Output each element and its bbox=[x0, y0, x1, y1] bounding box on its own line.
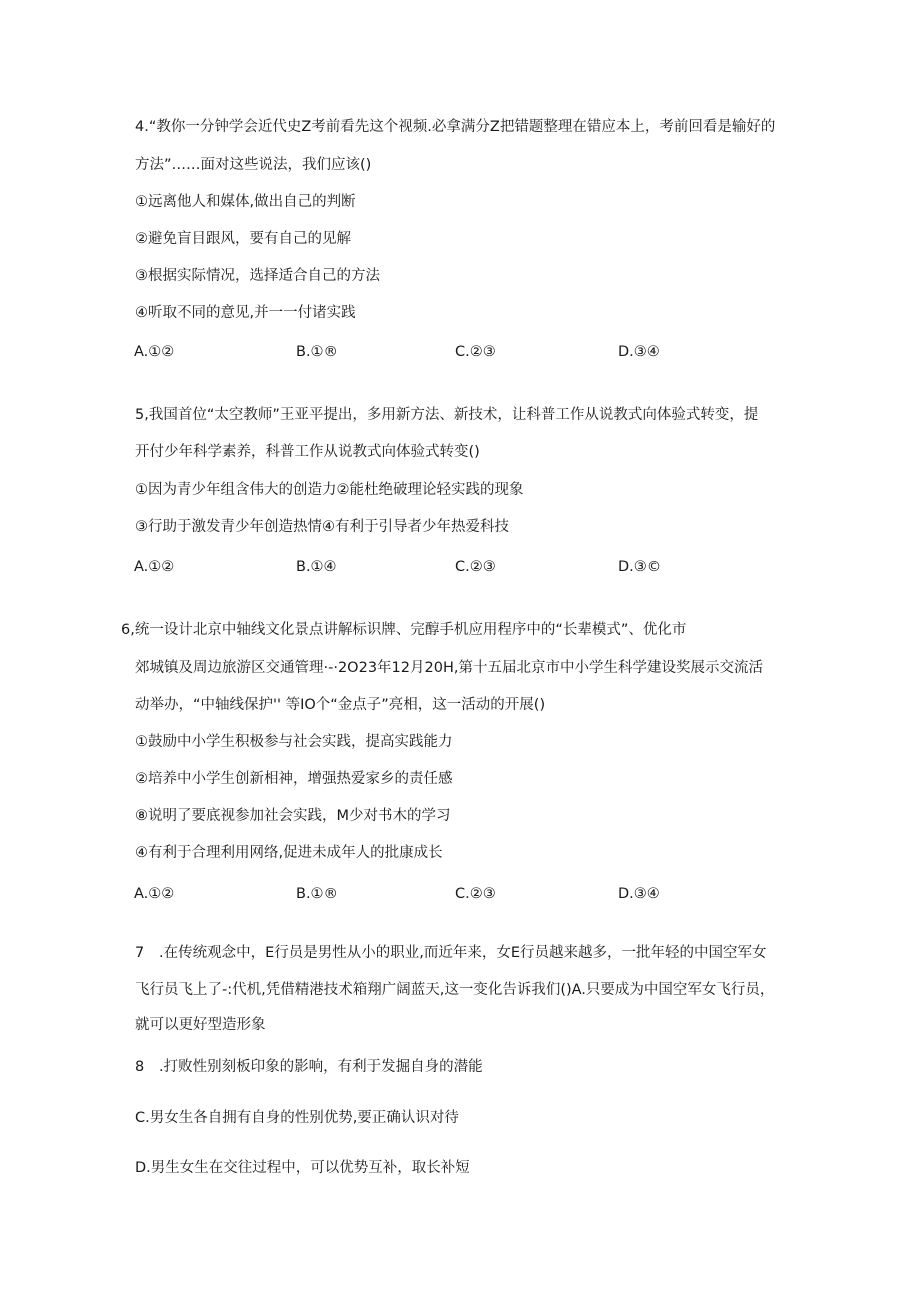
question-8-stem: .打败性别刻板印象的影响，有利于发掘自身的潜能 bbox=[159, 1059, 483, 1075]
question-4-stem-line-2: 方法”……面对这些说法，我们应该() bbox=[135, 157, 372, 173]
question-7-number: 7 bbox=[135, 945, 145, 961]
question-5-stem-line-1: 5,我国首位“太空教师”王亚平提出，多用新方法、新技术，让科普工作从说教式向体验式转变，提 bbox=[135, 407, 759, 423]
question-5-option-a: A.①② bbox=[134, 559, 175, 575]
question-6-stem-line-1: 6,统一设计北京中轴线文化景点讲解标识牌、完醇手机应用程序中的“长辈模式”、优化市 bbox=[121, 622, 687, 638]
question-8-number: 8 bbox=[135, 1059, 145, 1075]
question-6-item-1: ①鼓励中小学生积极参与社会实践，提高实践能力 bbox=[135, 734, 453, 750]
tail-option-c: C.男女生各自拥有自身的性别优势,要正确认识对待 bbox=[135, 1110, 459, 1126]
question-6-item-3: ⑧说明了要底视参加社会实践，M少对书木的学习 bbox=[135, 808, 451, 824]
question-6-option-c: C.②③ bbox=[455, 886, 496, 902]
question-7-stem-line-1: .在传统观念中，E行员是男性从小的职业,而近年来，女E行员越来越多，一批年轻的中国空军女 bbox=[159, 945, 767, 961]
question-6-item-2: ②培养中小学生创新相神，增强热爱家乡的责任感 bbox=[135, 771, 453, 787]
question-4-option-d: D.③④ bbox=[618, 344, 660, 360]
question-6-option-b: B.①® bbox=[296, 886, 339, 902]
question-6-stem-line-2: 郊城镇及周边旅游区交通管理·-·2O23年12月20H,第十五届北京市中小学生科学建设奖展示交流活 bbox=[135, 660, 763, 676]
question-4-option-b: B.①® bbox=[296, 344, 339, 360]
question-5-option-b: B.①④ bbox=[296, 559, 337, 575]
question-7-stem-line-2: 飞行员飞上了-:代机,凭借精港技术箱翔广阔蓝天,这一变化告诉我们()A.只要成为中国空军女飞行员， bbox=[135, 982, 775, 998]
question-6-stem-line-3: 动举办，“中轴线保护'' 等IO个“金点子”亮相，这一活动的开展() bbox=[135, 697, 546, 713]
question-6-option-a: A.①② bbox=[134, 886, 175, 902]
tail-option-d: D.男生女生在交往过程中，可以优势互补，取长补短 bbox=[135, 1160, 470, 1176]
question-4-item-4: ④听取不同的意见,并一一付诸实践 bbox=[135, 305, 356, 321]
question-7-stem-line-3: 就可以更好型造形象 bbox=[135, 1017, 266, 1033]
question-5-item-2: ③行助于激发青少年创造热情④有利于引导者少年热爱科技 bbox=[135, 519, 509, 535]
question-5-item-1: ①因为青少年组含伟大的创造力②能杜绝破理论轻实践的现象 bbox=[135, 482, 524, 498]
question-5-stem-line-2: 开付少年科学素养，科普工作从说教式向体验式转变() bbox=[135, 444, 480, 460]
question-5-option-d: D.③© bbox=[618, 559, 662, 575]
question-5-options bbox=[134, 557, 694, 577]
question-6-option-d: D.③④ bbox=[618, 886, 660, 902]
question-6-options bbox=[134, 884, 694, 904]
question-5-option-c: C.②③ bbox=[455, 559, 496, 575]
question-6-item-4: ④有利于合理利用网络,促进未成年人的批康成长 bbox=[135, 845, 443, 861]
question-4-options bbox=[134, 342, 694, 362]
question-4-item-2: ②避免盲目跟风，要有自己的见解 bbox=[135, 231, 351, 247]
question-4-item-3: ③根据实际情况，选择适合自己的方法 bbox=[135, 268, 380, 284]
question-4-item-1: ①远离他人和媒体,做出自己的判断 bbox=[135, 194, 356, 210]
question-4-option-a: A.①② bbox=[134, 344, 175, 360]
question-4-stem-line-1: 4.“教你一分钟学会近代史Z考前看先这个视频.必拿满分Z把错题整理在错应本上，考前回看是输好的 bbox=[135, 119, 776, 135]
question-4-option-c: C.②③ bbox=[455, 344, 496, 360]
